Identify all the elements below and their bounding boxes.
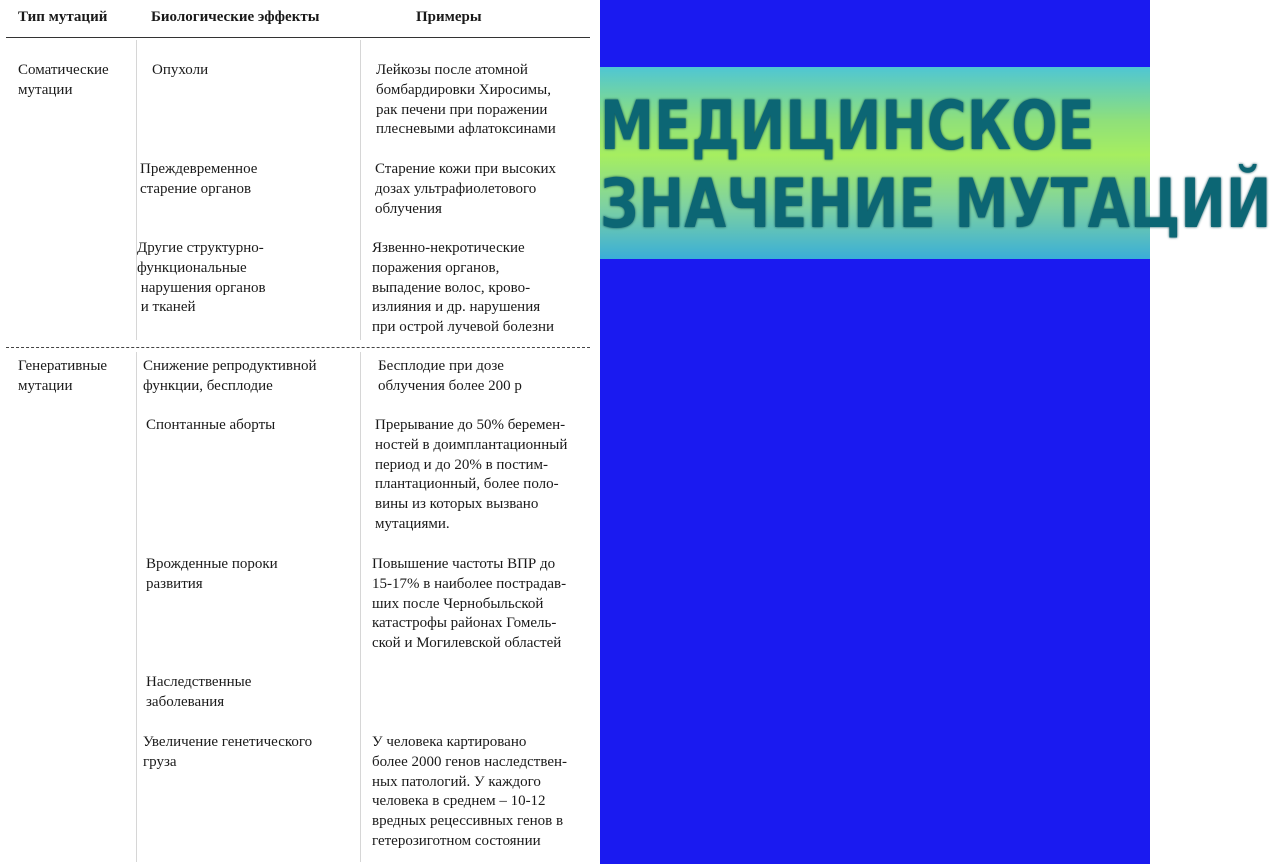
effect-cell: Врожденные пороки развития bbox=[146, 556, 278, 592]
example-cell: У человека картировано более 2000 генов наследствен- ных патологий. У каждого человека в среднем – 10-12 вредных рецессивных генов в гетерозиготном состоянии bbox=[372, 734, 568, 849]
section-divider bbox=[6, 347, 590, 348]
header-biological-effects: Биологические эффекты bbox=[151, 9, 320, 25]
header-mutation-type: Тип мутаций bbox=[18, 9, 108, 25]
header-examples: Примеры bbox=[416, 9, 482, 25]
column-divider bbox=[360, 352, 361, 862]
effect-cell: Другие структурно- функциональные нарушения органов и тканей bbox=[137, 240, 266, 316]
example-cell: Повышение частоты ВПР до 15-17% в наиболее пострадав- ших после Чернобыльской катастрофы районах Гомель- ской и Могилевской областей bbox=[372, 556, 567, 652]
column-divider bbox=[360, 40, 361, 340]
effect-cell: Наследственные заболевания bbox=[146, 674, 252, 710]
effect-cell: Спонтанные аборты bbox=[146, 417, 276, 433]
example-cell: Язвенно-некротические поражения органов, выпадение волос, крово- излияния и др. нарушения при острой лучевой болезни bbox=[372, 240, 555, 336]
title-banner bbox=[600, 67, 1271, 259]
title-line-1: МЕДИЦИНСКОЕ bbox=[600, 87, 1095, 166]
example-cell: Прерывание до 50% беремен- ностей в доимплантационный период и до 20% в постим- плантационный, более поло- вины из которых вызвано мутациями. bbox=[375, 417, 568, 532]
effect-cell: Увеличение генетического груза bbox=[143, 734, 313, 770]
generative-mutations-label: Генеративные мутации bbox=[18, 358, 108, 394]
somatic-mutations-label: Соматические мутации bbox=[18, 62, 109, 98]
column-divider bbox=[136, 352, 137, 862]
effect-cell: Преждевременное старение органов bbox=[140, 161, 258, 197]
effect-cell: Снижение репродуктивной функции, бесплодие bbox=[143, 358, 317, 394]
mutation-table bbox=[0, 0, 600, 864]
example-cell: Старение кожи при высоких дозах ультрафиолетового облучения bbox=[375, 161, 557, 217]
effect-cell: Опухоли bbox=[152, 62, 209, 78]
example-cell: Лейкозы после атомной бомбардировки Хиросимы, рак печени при поражении плесневыми афлатоксинами bbox=[376, 62, 556, 138]
title-line-2: ЗНАЧЕНИЕ МУТАЦИЙ bbox=[600, 165, 1271, 244]
example-cell: Бесплодие при дозе облучения более 200 р bbox=[378, 358, 522, 394]
blue-panel bbox=[600, 0, 1271, 864]
header-divider bbox=[6, 37, 590, 38]
